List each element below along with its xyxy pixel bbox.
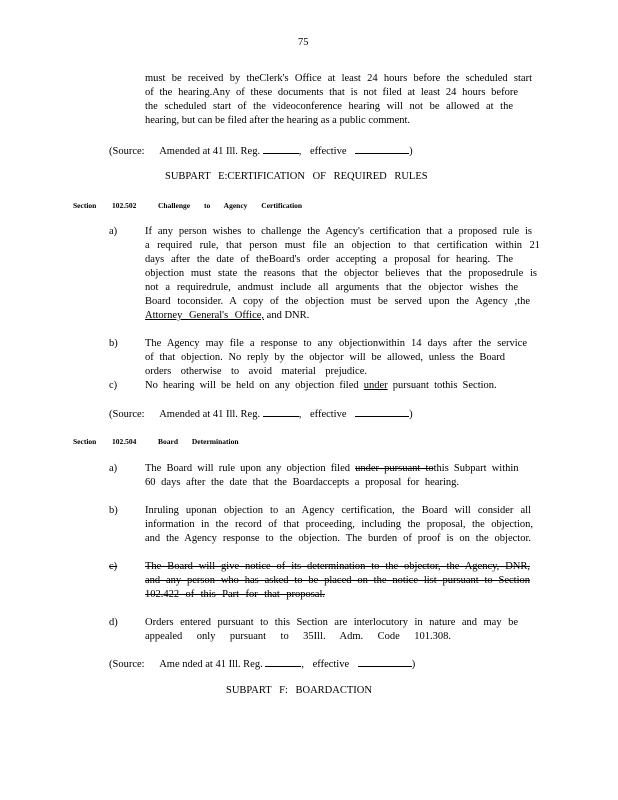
section-title: Challenge to Agency Certification	[158, 201, 303, 210]
source-prefix: (Source:	[109, 659, 145, 670]
item-marker: b)	[109, 505, 118, 516]
text-run: The Board will rule upon any objection filed	[145, 463, 356, 474]
item-marker: a)	[109, 226, 118, 237]
subpart-f-heading: SUBPART F: BOARDACTION	[226, 685, 372, 696]
source-amended: Ame nded at 41 Ill. Reg.	[159, 659, 263, 670]
source-close: )	[411, 659, 416, 670]
s502a-line: Board toconsider. A copy of the objection must be served upon the Agency ,the	[145, 296, 530, 307]
s504b-line: Inruling uponan objection to an Agency certification, the Board will consider all	[145, 505, 531, 516]
s504b-line: information in the record of that proceeding, including the proposal, the objection,	[145, 519, 533, 530]
text-run: and DNR.	[264, 310, 310, 321]
intro-line: of the hearing.Any of these documents that is not filed at least 24 hours before	[145, 87, 518, 98]
blank-line	[355, 406, 409, 417]
source-close: )	[409, 409, 413, 420]
struck-text: under	[363, 380, 388, 391]
subpart-e-heading: SUBPART E:CERTIFICATION OF REQUIRED RULES	[165, 171, 428, 182]
blank-line	[358, 656, 412, 667]
item-marker: d)	[109, 617, 118, 628]
text-run: pursuant tothis Section.	[387, 380, 497, 391]
s502b-line: The Agency may file a response to any objectionwithin 14 days after the service	[145, 338, 527, 349]
s504d-line: Orders entered pursuant to this Section are interlocutory in nature and may be	[145, 617, 518, 628]
blank-line	[263, 143, 299, 154]
s502a-line: If any person wishes to challenge the Agency's certification that a proposed rule is	[145, 226, 532, 237]
s504a-line	[145, 462, 519, 476]
struck-text: under pursuant to	[355, 463, 434, 474]
s504c-line: and any person who has asked to be placed on the notice list pursuant to Section	[145, 575, 530, 586]
source-close: )	[409, 146, 413, 157]
source-prefix: (Source:	[109, 146, 145, 157]
s502c-line	[145, 379, 497, 393]
item-marker: c)	[109, 380, 118, 391]
source-prefix: (Source:	[109, 409, 145, 420]
s502b-line: orders otherwise to avoid material prejudice.	[145, 366, 367, 377]
s504a-line: 60 days after the date that the Boardaccepts a proposal for hearing.	[145, 477, 459, 488]
intro-line: the scheduled start of the videoconference hearing will not be allowed at the	[145, 101, 513, 112]
item-marker: b)	[109, 338, 118, 349]
s502b-line: of that objection. No reply by the objector will be allowed, unless the Board	[145, 352, 505, 363]
source-amended: Amended at 41 Ill. Reg.	[159, 146, 261, 157]
blank-line	[355, 143, 409, 154]
section-title: Board Determination	[158, 437, 239, 446]
s502a-line: a required rule, that person must file an objection to that certification within 21	[145, 240, 540, 251]
source-note: (Source: Amended at 41 Ill. Reg. , effective )	[109, 406, 413, 422]
s502a-line	[145, 309, 309, 323]
source-effective: effective	[312, 659, 350, 670]
intro-line: hearing, but can be filed after the hearing as a public comment.	[145, 115, 411, 126]
section-number: 102.504	[112, 437, 137, 446]
source-effective: effective	[309, 409, 347, 420]
s504c-line: The Board will give notice of its determination to the objector, the Agency, DNR,	[145, 561, 530, 572]
section-label: Section	[73, 201, 97, 210]
s502a-line: days after the date of theBoard's order accepting a proposal for hearing. The	[145, 254, 513, 265]
text-run: this Subpart within	[433, 463, 519, 474]
source-effective: effective	[309, 146, 347, 157]
section-number: 102.502	[112, 201, 137, 210]
s504c-line: 102.422 of this Part for that proposal.	[145, 589, 325, 600]
source-note: (Source: Ame nded at 41 Ill. Reg. , effective )	[109, 656, 415, 672]
page-number: 75	[298, 37, 309, 48]
blank-line	[263, 406, 299, 417]
source-amended: Amended at 41 Ill. Reg.	[159, 409, 261, 420]
blank-line	[265, 656, 301, 667]
inserted-text: Attorney General's Office,	[145, 310, 265, 321]
s502a-line: objection must state the reasons that the objector believes that the proposedrule is	[145, 268, 537, 279]
s504d-line: appealed only pursuant to 35Ill. Adm. Code 101.308.	[145, 631, 451, 642]
item-marker: c)	[109, 561, 118, 572]
section-label: Section	[73, 437, 97, 446]
s504b-line: and the Agency response to the objection. The burden of proof is on the objector.	[145, 533, 531, 544]
s502a-line: not a requiredrule, andmust include all arguments that the objector wishes the	[145, 282, 518, 293]
intro-line: must be received by theClerk's Office at least 24 hours before the scheduled start	[145, 73, 532, 84]
text-run: No hearing will be held on any objection filed	[145, 380, 364, 391]
item-marker: a)	[109, 463, 118, 474]
source-note: (Source: Amended at 41 Ill. Reg. , effective )	[109, 143, 413, 159]
